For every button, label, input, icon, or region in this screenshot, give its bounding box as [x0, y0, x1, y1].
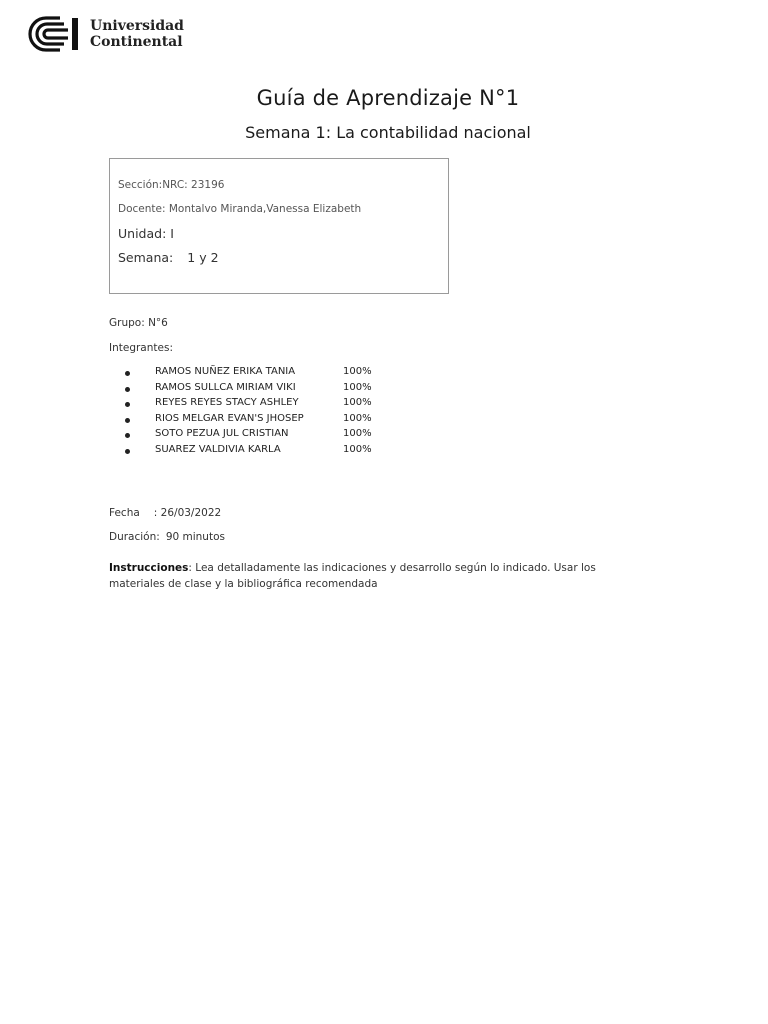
member-name: RAMOS SULLCA MIRIAM VIKI: [155, 381, 296, 393]
section-nrc: Sección:NRC: 23196: [118, 179, 225, 191]
group-number: Grupo: N°6: [109, 317, 168, 329]
member-percentage: 100%: [343, 381, 372, 393]
member-percentage: 100%: [343, 397, 372, 409]
page-subtitle: Semana 1: La contabilidad nacional: [245, 123, 531, 142]
week-value: 1 y 2: [187, 250, 219, 265]
bullet-icon: [125, 371, 130, 376]
member-percentage: 100%: [343, 366, 372, 377]
week: [118, 250, 219, 265]
member-percentage: 100%: [343, 428, 372, 440]
member-percentage: 100%: [343, 412, 372, 424]
bullet-icon: [125, 433, 130, 438]
member-name: SUAREZ VALDIVIA KARLA: [155, 443, 281, 455]
course-info-box: [109, 158, 449, 294]
members-label: Integrantes:: [109, 342, 173, 354]
university-logo-icon: [26, 14, 82, 54]
member-name: RIOS MELGAR EVAN'S JHOSEP: [155, 412, 304, 424]
date: [109, 507, 221, 519]
date-value: : 26/03/2022: [153, 507, 222, 519]
bullet-icon: [125, 402, 130, 407]
logo-line-1: Universidad: [90, 18, 184, 34]
instructions-text: : Lea detalladamente las indicaciones y desarrollo según lo indicado. Usar los materiales de clase y la bibliográfica recomendada: [109, 562, 596, 590]
date-label: Fecha: [109, 507, 140, 519]
logo-line-2: Continental: [90, 34, 183, 50]
university-logo: [26, 14, 184, 54]
logo-wordmark: [90, 18, 184, 50]
instructions-label: Instrucciones: [109, 562, 189, 574]
member-name: SOTO PEZUA JUL CRISTIAN: [155, 428, 289, 440]
bullet-icon: [125, 449, 130, 454]
unit: Unidad: I: [118, 226, 174, 241]
week-label: Semana:: [118, 250, 174, 265]
instructions: [109, 560, 639, 592]
duration: [109, 531, 225, 543]
member-name: REYES REYES STACY ASHLEY: [155, 397, 299, 409]
bullet-icon: [125, 418, 130, 423]
teacher: Docente: Montalvo Miranda,Vanessa Elizabeth: [118, 203, 362, 215]
duration-value: 90 minutos: [165, 531, 225, 543]
member-percentage: 100%: [343, 443, 372, 455]
page-title: Guía de Aprendizaje N°1: [256, 86, 520, 110]
duration-label: Duración:: [109, 531, 160, 543]
member-name: RAMOS NUÑEZ ERIKA TANIA: [155, 366, 296, 377]
bullet-icon: [125, 387, 130, 392]
